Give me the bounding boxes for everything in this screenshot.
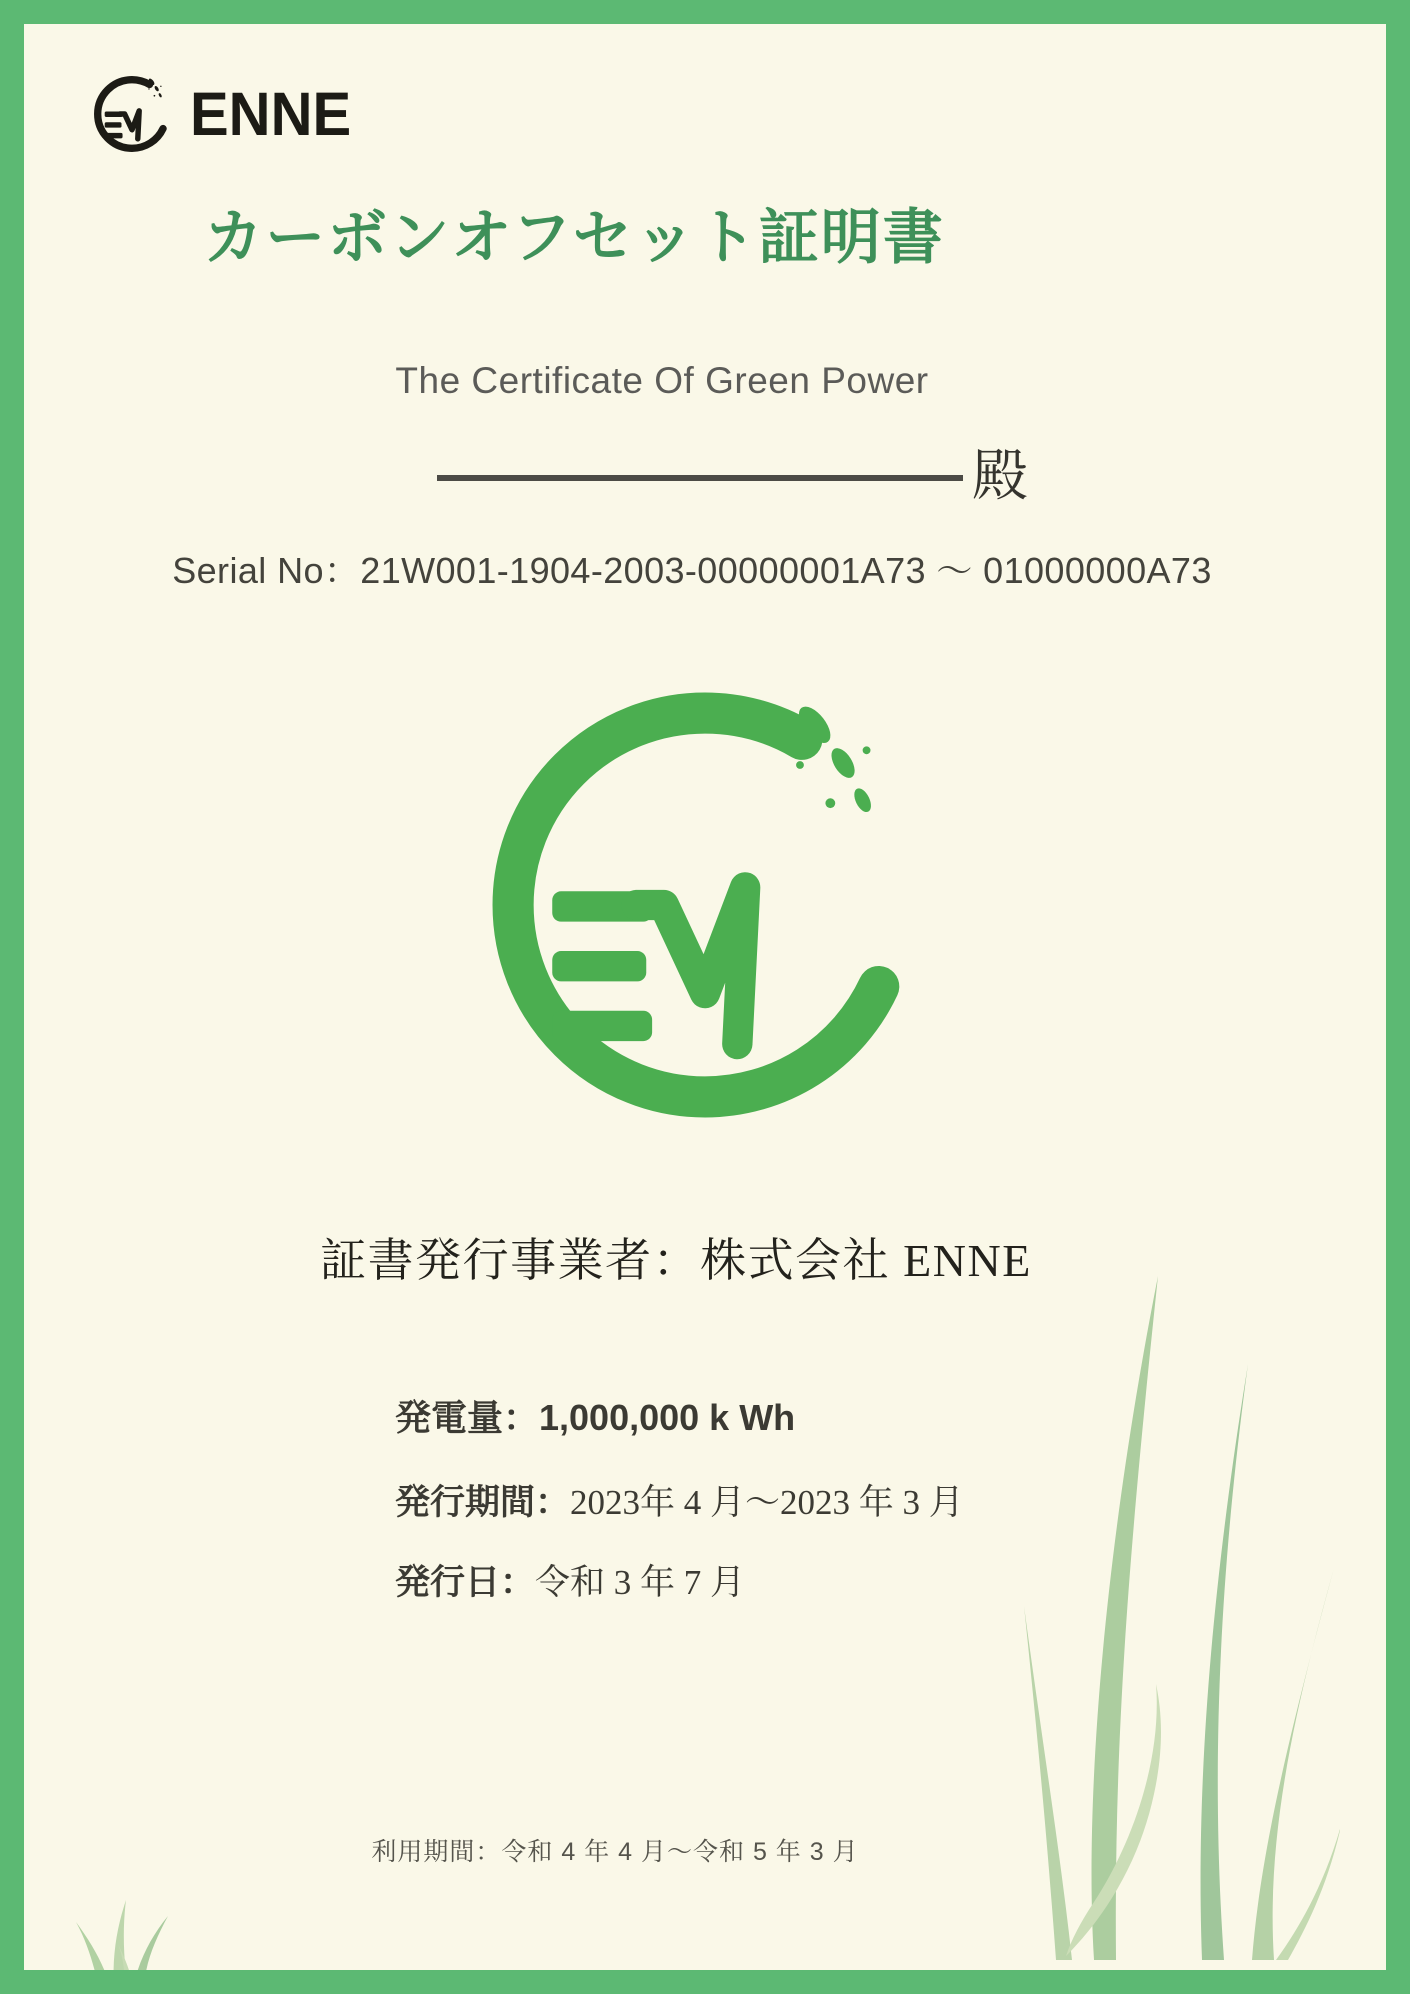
details-block bbox=[395, 1390, 964, 1605]
grass-tuft-icon bbox=[72, 1896, 182, 1970]
certificate-subtitle: The Certificate Of Green Power bbox=[395, 360, 929, 401]
certificate-sheet bbox=[24, 24, 1386, 1970]
recipient-honorific: 殿 bbox=[972, 444, 1029, 507]
recipient-name-blank-line bbox=[437, 475, 963, 481]
serial-value: 21W001-1904-2003-00000001A73 ～ 01000000A73 bbox=[360, 550, 1212, 591]
energy-value: 1,000,000 k Wh bbox=[539, 1397, 796, 1438]
grass-blades-icon bbox=[1010, 1260, 1340, 1960]
usage-period-label: 利用期間： bbox=[371, 1838, 502, 1866]
certificate-title: カーボンオフセット証明書 bbox=[203, 204, 945, 271]
issue-date-value: 令和 3 年 7 月 bbox=[535, 1563, 746, 1602]
detail-row-issue-period bbox=[395, 1475, 964, 1525]
issuer-value: 株式会社 ENNE bbox=[700, 1235, 1032, 1286]
issuer-line bbox=[320, 1224, 1032, 1290]
issue-period-label: 発行期間： bbox=[395, 1483, 571, 1522]
serial-label: Serial No： bbox=[172, 550, 361, 591]
issuer-label: 証書発行事業者： bbox=[320, 1235, 701, 1286]
usage-period-line bbox=[371, 1832, 858, 1868]
serial-number-line bbox=[172, 543, 1212, 594]
detail-row-issue-date bbox=[395, 1555, 964, 1605]
brand-name: ENNE bbox=[190, 79, 352, 149]
energy-label: 発電量： bbox=[395, 1397, 540, 1438]
usage-period-value: 令和 4 年 4 月～令和 5 年 3 月 bbox=[501, 1838, 859, 1866]
issue-period-value: 2023年 4 月～2023 年 3 月 bbox=[570, 1483, 964, 1522]
enne-circle-en-logo-icon bbox=[470, 670, 940, 1140]
enne-circle-en-mark-icon bbox=[90, 72, 174, 156]
detail-row-energy bbox=[395, 1390, 964, 1441]
issue-date-label: 発行日： bbox=[395, 1563, 536, 1602]
brand-header bbox=[90, 72, 351, 156]
